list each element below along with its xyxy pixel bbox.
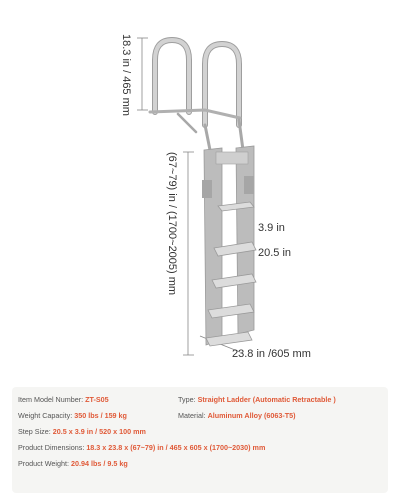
spec-dimensions-label: Product Dimensions: [18, 443, 85, 452]
spec-material-value: Aluminum Alloy (6063-T5) [207, 411, 296, 420]
spec-step-value: 20.5 x 3.9 in / 520 x 100 mm [52, 427, 146, 436]
spec-model-value: ZT-S05 [85, 395, 109, 404]
spec-step-label: Step Size: [18, 427, 51, 436]
spec-material-label: Material: [178, 411, 206, 420]
spec-dimensions-row [18, 443, 265, 452]
spec-model-label: Item Model Number: [18, 395, 84, 404]
spec-weight-label: Product Weight: [18, 459, 70, 468]
spec-type-label: Type: [178, 395, 196, 404]
spec-capacity-row [18, 411, 127, 420]
base-width-label: 23.8 in /605 mm [232, 348, 311, 360]
spec-type-row [178, 395, 336, 404]
spec-weight-row [18, 459, 128, 468]
spec-capacity-value: 350 lbs / 159 kg [74, 411, 127, 420]
total-height-label: (67~79) in / (1700~2005) mm [166, 152, 178, 296]
step-width-label: 20.5 in [258, 247, 292, 259]
spec-dimensions-value: 18.3 x 23.8 x (67~79) in / 465 x 605 x (1700~2030) mm [86, 443, 266, 452]
handrail-dimension-line [137, 38, 148, 110]
spec-type-value: Straight Ladder (Automatic Retractable ) [197, 395, 336, 404]
specifications-panel [12, 387, 388, 493]
handrail-height-label: 18.3 in / 465 mm [120, 34, 132, 116]
step-spacing-label: 3.9 in [258, 222, 285, 234]
spec-step-row [18, 427, 146, 436]
spec-model-row [18, 395, 109, 404]
height-dimension-line [183, 152, 194, 355]
spec-material-row [178, 411, 296, 420]
spec-capacity-label: Weight Capacity: [18, 411, 73, 420]
handrail-loops [150, 40, 243, 150]
spec-weight-value: 20.94 lbs / 9.5 kg [71, 459, 128, 468]
